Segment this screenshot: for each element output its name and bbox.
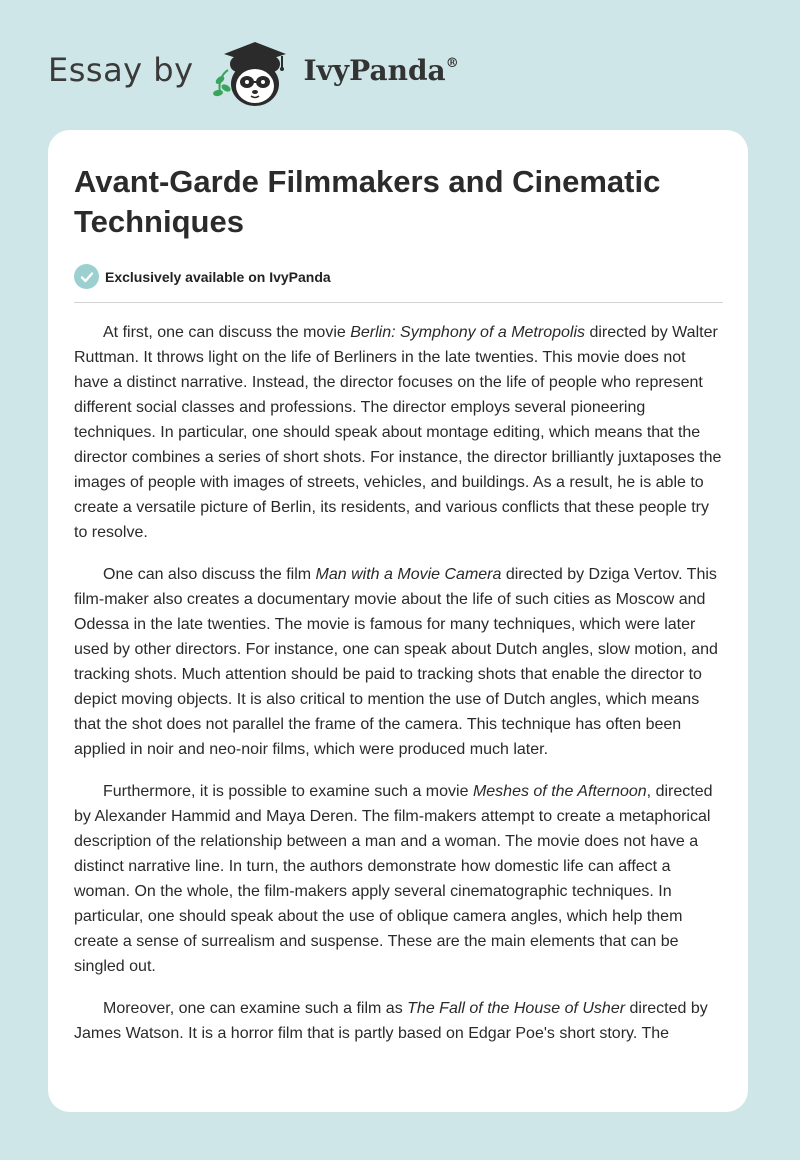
exclusive-badge xyxy=(74,264,331,289)
page-title: Avant-Garde Filmmakers and Cinematic Techniques xyxy=(74,164,661,239)
paragraph: One can also discuss the film Man with a Movie Camera directed by Dziga Vertov. This film-maker also creates a documentary movie about the life of such cities as Moscow and Odessa in the late twenties. The movie is famous for many techniques, which were later used by other directors. For instance, one can speak about Dutch angles, slow motion, and tracking shots. Much attention should be paid to tracking shots that enable the director to depict moving objects. It is also critical to mention the use of Dutch angles, which means that the shot does not parallel the frame of the camera. This technique has often been applied in noir and neo-noir films, which were produced much later. xyxy=(74,566,718,758)
panda-graduate-icon[interactable] xyxy=(208,30,298,110)
registered-mark: ® xyxy=(445,55,459,71)
check-icon xyxy=(74,264,99,289)
paragraph: Moreover, one can examine such a film as The Fall of the House of Usher directed by James Watson. It is a horror film that is partly based on Edgar Poe's short story. The xyxy=(74,1000,708,1042)
paragraph: At first, one can discuss the movie Berlin: Symphony of a Metropolis directed by Walter Ruttman. It throws light on the life of Berliners in the late twenties. This movie does not have a distinct narrative. Instead, the director focuses on the life of people who represent different social classes and professions. The director employs several pioneering techniques. In particular, one should speak about montage editing, which means that the director combines a series of short shots. For instance, the director brilliantly juxtaposes the images of people with images of streets, vehicles, and buildings. As a result, he is able to create a versatile picture of Berlin, its residents, and various conflicts that these people try to resolve. xyxy=(74,324,722,541)
paragraph: Furthermore, it is possible to examine such a movie Meshes of the Afternoon, directed by Alexander Hammid and Maya Deren. The film-makers attempt to create a metaphorical description of the relationship between a man and a woman. The movie does not have a distinct narrative line. In turn, the authors demonstrate how domestic life can affect a woman. On the whole, the film-makers apply several cinematographic techniques. In particular, one should speak about the use of oblique camera angles, which help them create a sense of surrealism and suspense. These are the main elements that can be singled out. xyxy=(74,783,713,975)
essay-by-label: Essay by xyxy=(48,51,194,89)
film-title: The Fall of the House of Usher xyxy=(407,1000,626,1017)
article-body xyxy=(74,320,724,1063)
exclusive-badge-text: Exclusively available on IvyPanda xyxy=(105,268,331,285)
film-title: Man with a Movie Camera xyxy=(315,566,502,583)
film-title: Meshes of the Afternoon xyxy=(472,783,647,800)
divider xyxy=(74,302,723,303)
site-header xyxy=(48,30,748,110)
film-title: Berlin: Symphony of a Metropolis xyxy=(350,324,585,341)
article-card xyxy=(48,130,748,1112)
brand-name[interactable]: IvyPanda® xyxy=(303,53,459,87)
